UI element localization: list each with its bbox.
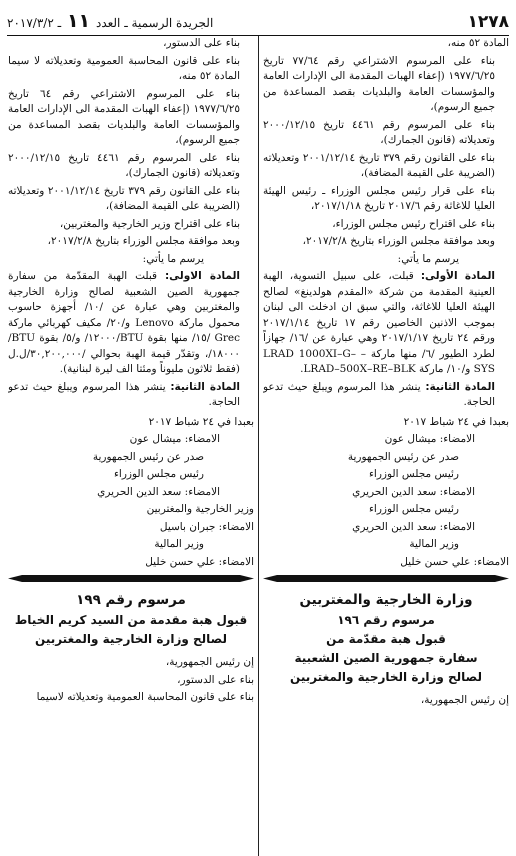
journal-name: الجريدة الرسمية ـ العدد (95, 16, 214, 30)
signature: الامضاء: سعد الدين الحريري (97, 485, 220, 498)
signature-title: وزير المالية (409, 538, 459, 550)
article-1-text: قبلت الهبة المقدّمة من سفارة جمهورية الصين الشعبية لصالح وزارة الخارجية والمغتربين وهي عبارة عن /١٠/ أجهزة حاسوب محمول ماركة Lenovo و/٢٠/ مكيف كهربائي ماركة Grec /١٥/ منها بقوة BTU/١٢٠٠٠/ و/٥/ بقوة BTU/١٨٠٠٠/، وتقدّر قيمة الهبة بحوالي /٣٠,٢٠٠,٠٠٠/ل.ل (فقط ثلاثون مليوناً ومئتا الف ليرة لبنانية). (8, 270, 241, 375)
ministry-heading: وزارة الخارجية والمغتربين (299, 592, 473, 608)
signature: الامضاء: علي حسن خليل (400, 555, 509, 568)
section-divider (8, 575, 254, 581)
article-2 (263, 380, 509, 411)
decree-title: مرسوم رقم ١٩٩ (76, 592, 186, 608)
article-1-label: المادة الأولى: (420, 270, 495, 282)
signature: الامضاء: سعد الدين الحريري (352, 520, 475, 533)
text-line: بناء على قانون المحاسبة العمومية وتعديلاته لا سيما المادة ٥٢ منه، (8, 54, 240, 82)
text-line: بناء على المرسوم الاشتراعي رقم ٦٤ تاريخ ١٩٧٧/٦/٢٥ (إعفاء الهبات المقدمة الى الإدارات العامة والمؤسسات العامة والبلديات بقصد المساعدة من جميع الرسوم)، (8, 87, 240, 146)
left-column (8, 36, 254, 856)
signature-title: رئيس مجلس الوزراء (368, 503, 459, 515)
text-line: بناء على اقتراح وزير الخارجية والمغتربين، (59, 217, 240, 230)
text-line: بناء على قرار رئيس مجلس الوزراء ـ رئيس الهيئة العليا للاغاثة رقم ٢٠١٧/٦ تاريخ ٢٠١٧/١/١٨، (263, 184, 495, 212)
page-header (7, 6, 509, 32)
text-line: بناء على القانون رقم ٣٧٩ تاريخ ٢٠٠١/١٢/١٤ وتعديلاته (الضريبة على القيمة المضافة)، (8, 184, 240, 212)
signature-title: صدر عن رئيس الجمهورية (347, 450, 459, 463)
text-line: بناء على المرسوم الاشتراعي رقم ٧٧/٦٤ تاريخ ١٩٧٧/٦/٢٥ (إعفاء الهبات المقدمة الى الإدارات العامة والمؤسسات العامة والبلديات بقصد المساعدة من جميع الرسوم)، (263, 54, 495, 113)
signature-title: وزير الخارجية والمغتربين (146, 503, 254, 515)
text-line: بناء على اقتراح رئيس مجلس الوزراء، (332, 217, 495, 230)
article-2-text: ينشر هذا المرسوم ويبلغ حيث تدعو الحاجة. (8, 380, 240, 408)
sign-place-date: بعبدا في ٢٤ شباط ٢٠١٧ (403, 415, 509, 428)
text-line: بناء على الدستور، (163, 37, 240, 49)
journal-title (7, 10, 213, 32)
signature-title: وزير المالية (154, 538, 204, 550)
text-line: يرسم ما يأتي: (142, 252, 204, 265)
signature-title: رئيس مجلس الوزراء (368, 468, 459, 480)
text-line: بناء على المرسوم رقم ٤٤٦١ تاريخ ٢٠٠٠/١٢/١٥ وتعديلاته (قانون الجمارك)، (263, 118, 495, 146)
decree-subject: لصالح وزارة الخارجية والمغتربين (35, 632, 227, 646)
decree-title: مرسوم رقم ١٩٦ (337, 613, 435, 627)
signature: الامضاء: علي حسن خليل (145, 555, 254, 568)
right-column (263, 36, 509, 856)
issue-number: ١١ (66, 10, 91, 32)
article-2-label: المادة الثانية: (425, 380, 495, 393)
signature: الامضاء: ميشال عون (384, 433, 475, 445)
signature: الامضاء: سعد الدين الحريري (352, 485, 475, 498)
text-line: يرسم ما يأتي: (397, 252, 459, 265)
decree-subject: لصالح وزارة الخارجية والمغتربين (290, 670, 482, 684)
text-line: وبعد موافقة مجلس الوزراء بتاريخ ٢٠١٧/٢/٨، (302, 235, 495, 247)
section-divider (263, 575, 509, 581)
article-2-text: ينشر هذا المرسوم ويبلغ حيث تدعو الحاجة. (263, 380, 495, 408)
column-divider (258, 36, 259, 856)
text-line: بناء على الدستور، (177, 673, 254, 686)
decree-subject: قبول هبة مقدّمة من (326, 632, 446, 646)
article-1-text: قبلت، على سبيل التسوية، الهبة العينية المقدمة من شركة «المقدم هولدينغ» لصالح الهيئة العليا للاغاثة، والتي سبق ان ادخلت الى لبنان بموجب الاذنين الخاصين رقم ١٧ تاريخ ٢٠١٧/١/١٤ ورقم ٢٤ تاريخ ٢٠١٧/١/١٧ وهي عبارة عن /١٦/ جهازاً لطرد الطيور /٦/ منها ماركة – LRAD 1000XI–G–SYS و/١٠/ ماركة LRAD–500X–RE–BLK. (263, 270, 496, 375)
article-1 (263, 269, 509, 378)
text-line: المادة ٥٢ منه، (447, 37, 509, 49)
decree-subject: قبول هبة مقدمة من السيد كريم الخياط (14, 613, 248, 627)
issue-date: ـ ٢٠١٧/٣/٢ (7, 16, 62, 30)
text-line: وبعد موافقة مجلس الوزراء بتاريخ ٢٠١٧/٢/٨، (47, 235, 240, 247)
signature: الامضاء: ميشال عون (129, 433, 220, 445)
signature: الامضاء: جبران باسيل (159, 520, 254, 533)
article-2 (8, 380, 254, 411)
decree-subject: سفارة جمهورية الصين الشعبية (294, 651, 478, 665)
signature-title: صدر عن رئيس الجمهورية (92, 450, 204, 463)
text-line: بناء على المرسوم رقم ٤٤٦١ تاريخ ٢٠٠٠/١٢/١٥ وتعديلاته (قانون الجمارك)، (8, 151, 240, 179)
signature-title: رئيس مجلس الوزراء (113, 468, 204, 480)
text-line: إن رئيس الجمهورية، (420, 694, 509, 706)
article-1-label: المادة الاولى: (164, 270, 240, 282)
text-line: بناء على قانون المحاسبة العمومية وتعديلاته لاسيما (36, 691, 254, 703)
text-line: بناء على القانون رقم ٣٧٩ تاريخ ٢٠٠١/١٢/١٤ وتعديلاته (الضريبة على القيمة المضافة)، (263, 151, 495, 179)
article-1 (8, 269, 254, 378)
article-2-label: المادة الثانية: (170, 380, 240, 393)
page-number: ١٢٧٨ (467, 12, 509, 32)
text-line: إن رئيس الجمهورية، (165, 656, 254, 668)
sign-place-date: بعبدا في ٢٤ شباط ٢٠١٧ (148, 415, 254, 428)
